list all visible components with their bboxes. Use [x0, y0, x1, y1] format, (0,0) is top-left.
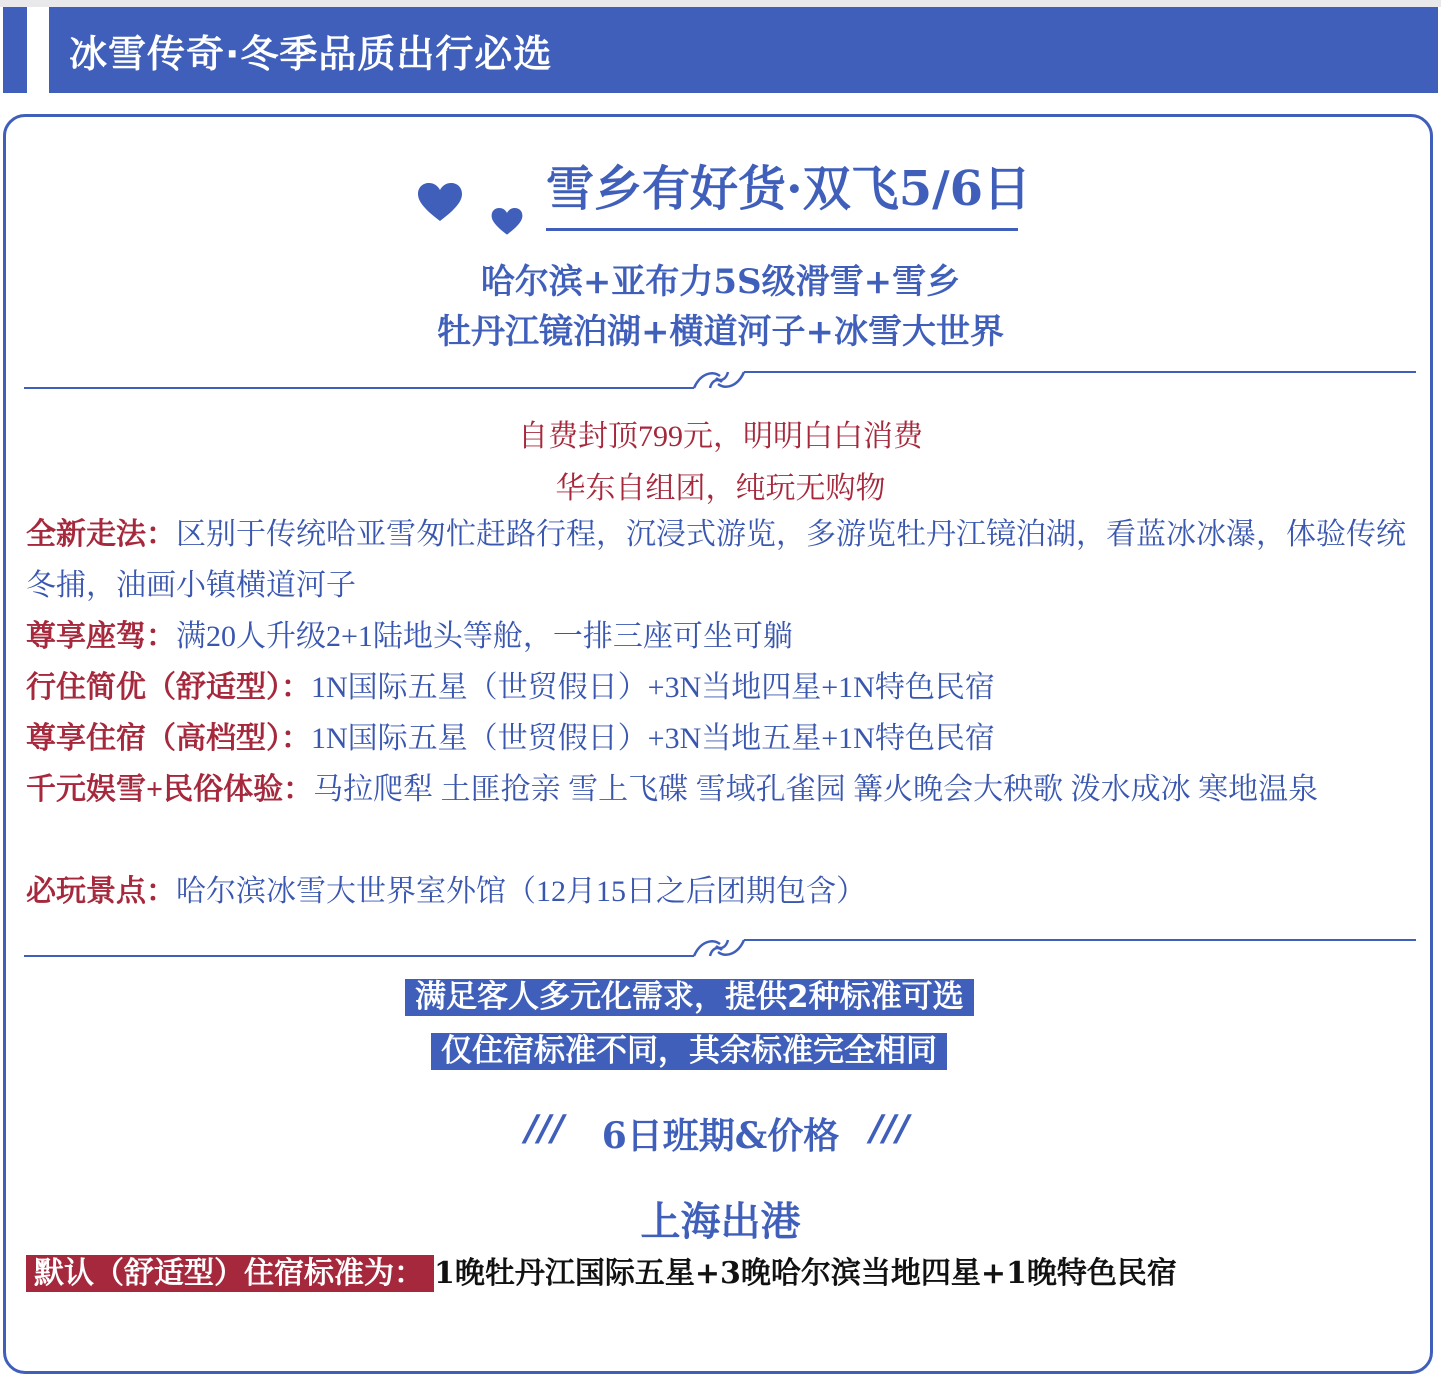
feature-label: 千元娱雪+民俗体验：: [26, 773, 314, 806]
header-banner: [3, 7, 1438, 93]
feature-label: 尊享住宿（高档型）：: [26, 722, 311, 755]
title-underline: [546, 228, 1018, 231]
feature-label: 全新走法：: [26, 518, 176, 551]
feature-label: 必玩景点：: [26, 875, 176, 908]
feature-text: 1N国际五星（世贸假日）+3N当地五星+1N特色民宿: [311, 722, 995, 755]
default-standard-row: [26, 1255, 1177, 1292]
schedule-title: 6日班期&价格: [601, 1115, 840, 1157]
default-standard-label: 默认（舒适型）住宿标准为：: [26, 1255, 434, 1292]
feature-text: 马拉爬犁 土匪抢亲 雪上飞碟 雪域孔雀园 篝火晚会大秧歌 泼水成冰 寒地温泉: [313, 773, 1319, 806]
note-line-2: 华东自组团，纯玩无购物: [555, 472, 886, 505]
feature-item: [26, 713, 1421, 764]
departure-city: 上海出港: [640, 1199, 801, 1245]
feature-item: [26, 611, 1421, 662]
swirl-divider: [24, 934, 1416, 964]
top-strip: [0, 0, 1441, 7]
slash-ornament-right-icon: ///: [870, 1108, 910, 1149]
default-standard-value: 1晚牡丹江国际五星+3晚哈尔滨当地四星+1晚特色民宿: [434, 1256, 1177, 1291]
feature-label: 行住简优（舒适型）：: [26, 671, 311, 704]
banner-stripe: [27, 7, 49, 93]
feature-text: 1N国际五星（世贸假日）+3N当地四星+1N特色民宿: [311, 671, 995, 704]
highlight-line-2: 仅住宿标准不同，其余标准完全相同: [431, 1033, 947, 1070]
swirl-divider: [24, 366, 1416, 396]
route-line-2: 牡丹江镜泊湖+横道河子+冰雪大世界: [437, 312, 1004, 352]
feature-item: [26, 866, 1421, 917]
feature-item: [26, 509, 1421, 611]
note-line-1: 自费封顶799元，明明白白消费: [518, 420, 923, 453]
feature-label: 尊享座驾：: [26, 620, 176, 653]
heart-icon: [418, 183, 462, 223]
highlight-line-1: 满足客人多元化需求，提供2种标准可选: [405, 979, 974, 1016]
banner-title: 冰雪传奇·冬季品质出行必选: [69, 32, 553, 76]
feature-text: 满20人升级2+1陆地头等舱，一排三座可坐可躺: [176, 620, 793, 653]
slash-ornament-left-icon: ///: [525, 1108, 565, 1149]
feature-text: 哈尔滨冰雪大世界室外馆（12月15日之后团期包含）: [176, 875, 866, 908]
page-title: 雪乡有好货·双飞5/6日: [546, 161, 1032, 217]
feature-item: [26, 764, 1421, 815]
feature-text: 区别于传统哈亚雪匆忙赶路行程，沉浸式游览，多游览牡丹江镜泊湖，看蓝冰冰瀑，体验传统冬捕，油画小镇横道河子: [26, 518, 1406, 602]
feature-item: [26, 662, 1421, 713]
route-line-1: 哈尔滨+亚布力5S级滑雪+雪乡: [480, 262, 961, 302]
heart-icon: [491, 208, 523, 236]
